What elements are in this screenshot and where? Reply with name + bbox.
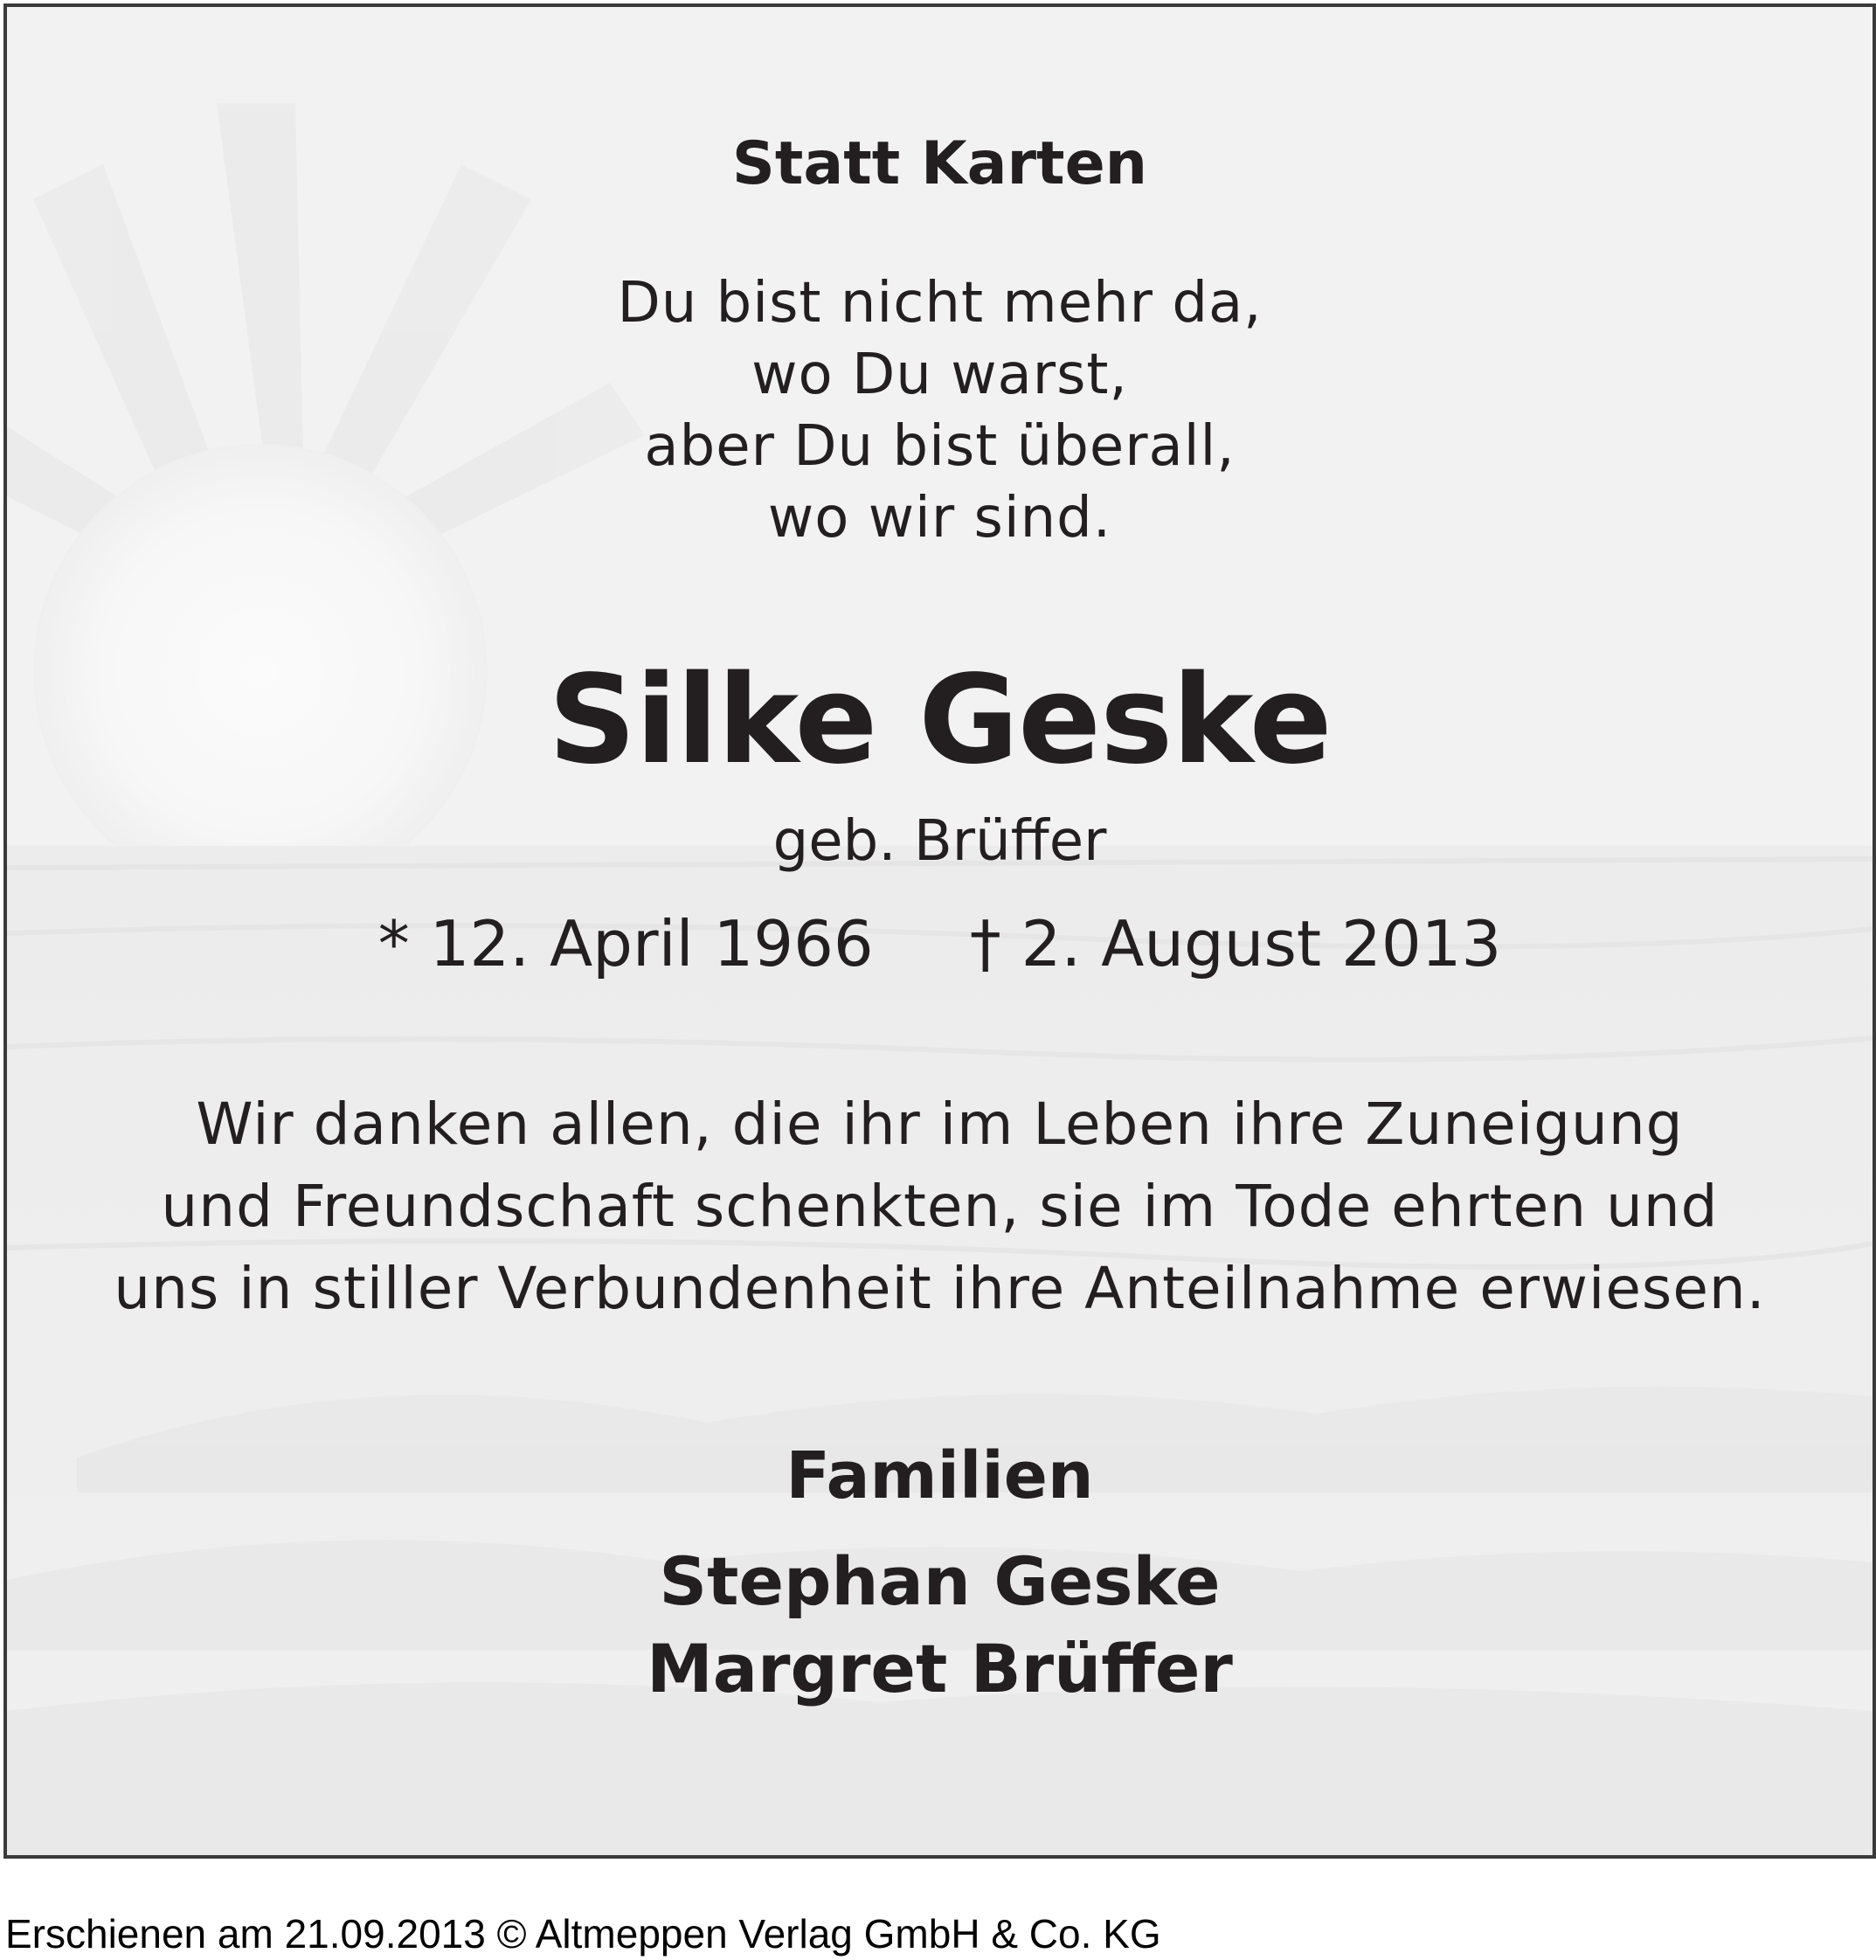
publication-footer: Erschienen am 21.09.2013 © Altmeppen Verlag GmbH & Co. KG xyxy=(5,1911,1161,1957)
thanks-line: Wir danken allen, die ihr im Leben ihre Zuneigung xyxy=(196,1091,1684,1158)
verse-line: aber Du bist überall, xyxy=(644,414,1236,479)
thanks-line: und Freundschaft schenkten, sie im Tode ehrten und xyxy=(161,1173,1719,1240)
verse-line: wo wir sind. xyxy=(767,486,1112,551)
thanks-message xyxy=(7,1084,1873,1330)
notice-content xyxy=(7,7,1873,1855)
families-label: Familien xyxy=(786,1438,1094,1513)
obituary-notice xyxy=(3,3,1876,1859)
death-date: † 2. August 2013 xyxy=(969,907,1502,980)
verse xyxy=(7,267,1873,554)
birth-name: geb. Brüffer xyxy=(772,809,1107,874)
family-name: Margret Brüffer xyxy=(647,1630,1233,1707)
thanks-line: uns in stiller Verbundenheit ihre Anteilnahme erwiesen. xyxy=(114,1255,1766,1322)
family-name: Stephan Geske xyxy=(659,1542,1221,1620)
verse-line: wo Du warst, xyxy=(751,343,1128,407)
deceased-name: Silke Geske xyxy=(548,649,1332,792)
life-dates xyxy=(7,907,1873,980)
family-names xyxy=(7,1538,1873,1713)
headline: Statt Karten xyxy=(731,129,1148,198)
verse-line: Du bist nicht mehr da, xyxy=(617,271,1263,336)
birth-date: * 12. April 1966 xyxy=(377,907,874,980)
